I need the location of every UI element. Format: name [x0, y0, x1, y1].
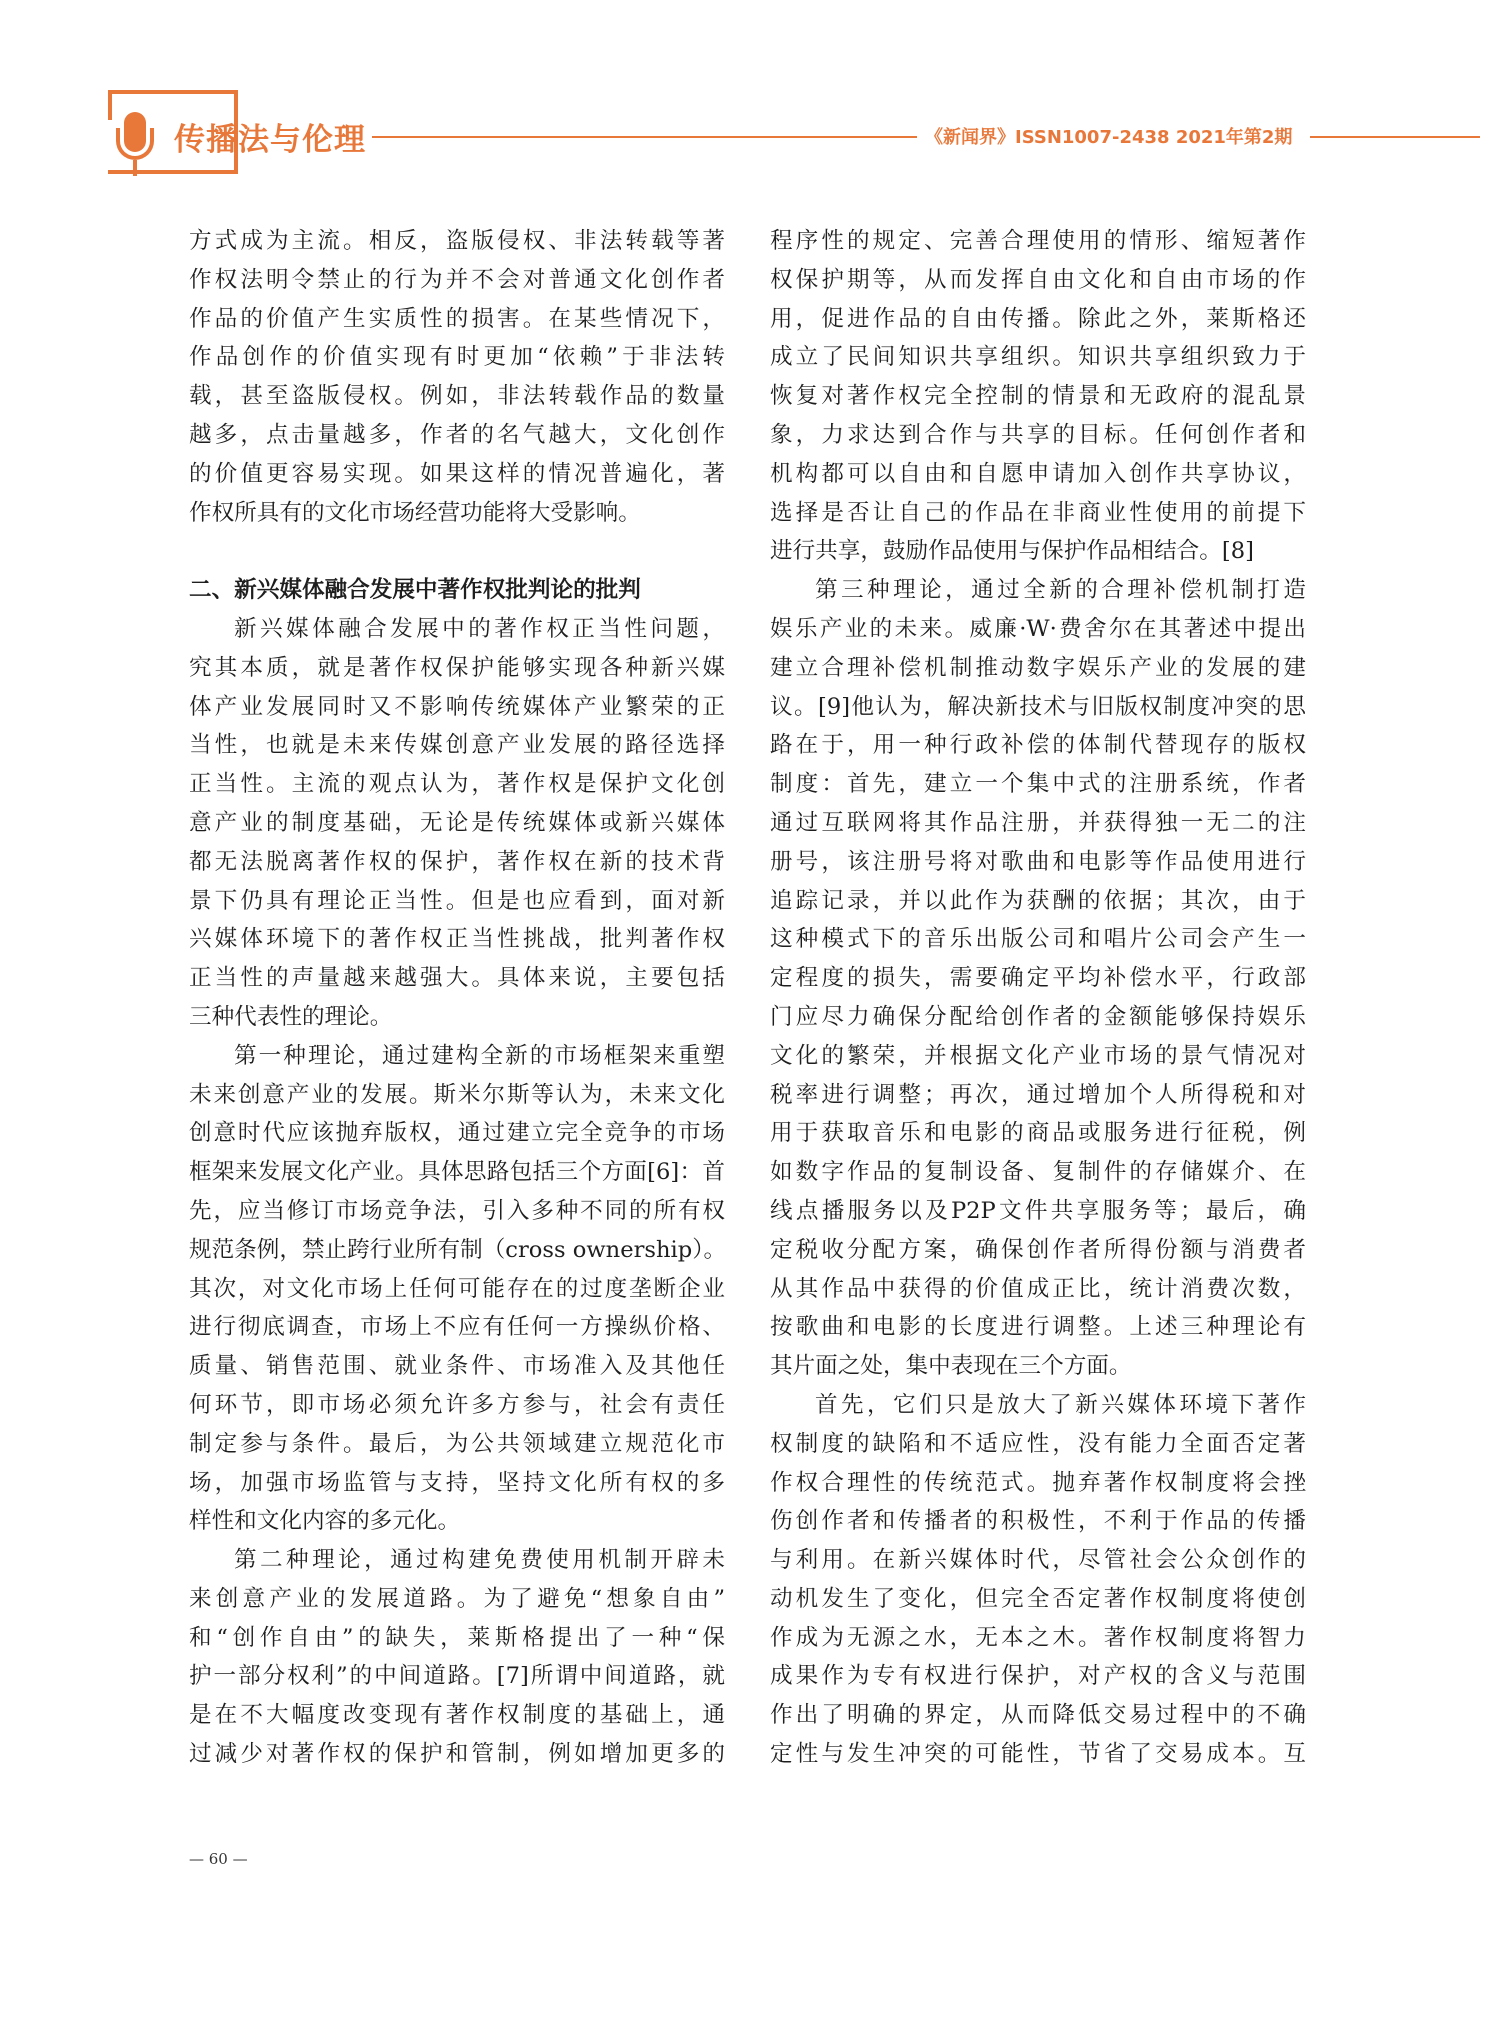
- text-line: 究其本质，就是著作权保护能够实现各种新兴媒: [189, 654, 725, 681]
- text-line: 意产业的制度基础，无论是传统媒体或新兴媒体: [189, 809, 725, 836]
- right-column: [770, 222, 1306, 1774]
- text-line: 作权法明令禁止的行为并不会对普通文化创作者: [189, 266, 725, 293]
- paragraph-gap: [189, 532, 725, 571]
- text-line: 首先，它们只是放大了新兴媒体环境下著作: [815, 1391, 1306, 1418]
- text-line: 兴媒体环境下的著作权正当性挑战，批判著作权: [189, 926, 725, 953]
- text-line: 税率进行调整；再次，通过增加个人所得税和对: [770, 1081, 1306, 1108]
- text-line: 正当性。主流的观点认为，著作权是保护文化创: [189, 771, 725, 798]
- text-line: 当性，也就是未来传媒创意产业发展的路径选择: [189, 732, 725, 759]
- text-line: 议。[9]他认为，解决新技术与旧版权制度冲突的思: [770, 693, 1306, 720]
- text-line: 第一种理论，通过建构全新的市场框架来重塑: [234, 1042, 725, 1069]
- text-line: 先，应当修订市场竞争法，引入多种不同的所有权: [189, 1197, 725, 1224]
- left-column: [189, 222, 725, 1774]
- section-heading: 二、新兴媒体融合发展中著作权批判论的批判: [189, 577, 641, 604]
- text-line: 未来创意产业的发展。斯米尔斯等认为，未来文化: [189, 1081, 725, 1108]
- text-line: 恢复对著作权完全控制的情景和无政府的混乱景: [770, 383, 1306, 410]
- text-line: 权保护期等，从而发挥自由文化和自由市场的作: [770, 266, 1306, 293]
- text-line: 第三种理论，通过全新的合理补偿机制打造: [815, 577, 1306, 604]
- text-line: 制定参与条件。最后，为公共领域建立规范化市: [189, 1430, 725, 1457]
- text-line: 与利用。在新兴媒体时代，尽管社会公众创作的: [770, 1547, 1306, 1574]
- text-line: 何环节，即市场必须允许多方参与，社会有责任: [189, 1391, 725, 1418]
- text-line: 机构都可以自由和自愿申请加入创作共享协议，: [770, 460, 1306, 487]
- text-line: 载，甚至盗版侵权。例如，非法转载作品的数量: [189, 383, 725, 410]
- text-line: 建立合理补偿机制推动数字娱乐产业的发展的建: [770, 654, 1306, 681]
- text-line: 伤创作者和传播者的积极性，不利于作品的传播: [770, 1508, 1306, 1535]
- text-line: 如数字作品的复制设备、复制件的存储媒介、在: [770, 1159, 1306, 1186]
- text-line: 通过互联网将其作品注册，并获得独一无二的注: [770, 809, 1306, 836]
- text-line: 创意时代应该抛弃版权，通过建立完全竞争的市场: [189, 1120, 725, 1147]
- header-rule-left: [372, 136, 917, 138]
- text-line: 作权合理性的传统范式。抛弃著作权制度将会挫: [770, 1469, 1306, 1496]
- text-line: 其片面之处，集中表现在三个方面。: [770, 1353, 1132, 1380]
- text-line: 的价值更容易实现。如果这样的情况普遍化，著: [189, 460, 725, 487]
- text-line: 成果作为专有权进行保护，对产权的含义与范围: [770, 1663, 1306, 1690]
- text-line: 进行共享，鼓励作品使用与保护作品相结合。[8]: [770, 538, 1254, 565]
- text-line: 按歌曲和电影的长度进行调整。上述三种理论有: [770, 1314, 1306, 1341]
- text-line: 进行彻底调查，市场上不应有任何一方操纵价格、: [189, 1314, 725, 1341]
- text-line: 样性和文化内容的多元化。: [189, 1508, 461, 1535]
- text-line: 作品创作的价值实现有时更加“依赖”于非法转: [189, 344, 725, 371]
- text-line: 都无法脱离著作权的保护，著作权在新的技术背: [189, 848, 725, 875]
- text-line: 定性与发生冲突的可能性，节省了交易成本。互: [770, 1741, 1306, 1768]
- text-line: 路在于，用一种行政补偿的体制代替现存的版权: [770, 732, 1306, 759]
- text-line: 方式成为主流。相反，盗版侵权、非法转载等著: [189, 228, 725, 254]
- text-line: 过减少对著作权的保护和管制，例如增加更多的: [189, 1741, 725, 1768]
- text-line: 线点播服务以及P2P文件共享服务等；最后，确: [770, 1197, 1306, 1224]
- text-line: 选择是否让自己的作品在非商业性使用的前提下: [770, 499, 1306, 526]
- page-number: — 60 —: [189, 1850, 248, 1868]
- text-line: 三种代表性的理论。: [189, 1003, 393, 1030]
- text-line: 成立了民间知识共享组织。知识共享组织致力于: [770, 344, 1306, 371]
- text-line: 是在不大幅度改变现有著作权制度的基础上，通: [189, 1702, 725, 1729]
- text-line: 体产业发展同时又不影响传统媒体产业繁荣的正: [189, 693, 725, 720]
- text-line: 新兴媒体融合发展中的著作权正当性问题，: [234, 615, 725, 642]
- text-line: 其次，对文化市场上任何可能存在的过度垄断企业: [189, 1275, 725, 1302]
- text-line: 作品的价值产生实质性的损害。在某些情况下，: [189, 305, 725, 332]
- text-line: 越多，点击量越多，作者的名气越大，文化创作: [189, 421, 725, 448]
- text-line: 质量、销售范围、就业条件、市场准入及其他任: [189, 1353, 725, 1380]
- text-line: 定税收分配方案，确保创作者所得份额与消费者: [770, 1236, 1306, 1263]
- header-rule-right: [1310, 136, 1480, 138]
- text-line: 追踪记录，并以此作为获酬的依据；其次，由于: [770, 887, 1306, 914]
- text-line: 娱乐产业的未来。威廉·W·费舍尔在其著述中提出: [770, 615, 1306, 642]
- text-line: 用，促进作品的自由传播。除此之外，莱斯格还: [770, 305, 1306, 332]
- text-line: 正当性的声量越来越强大。具体来说，主要包括: [189, 965, 725, 992]
- text-line: 和“创作自由”的缺失，莱斯格提出了一种“保: [189, 1624, 725, 1651]
- text-line: 护一部分权利”的中间道路。[7]所谓中间道路，就: [189, 1663, 725, 1690]
- text-line: 用于获取音乐和电影的商品或服务进行征税，例: [770, 1120, 1306, 1147]
- section-title: 传播法与伦理: [174, 122, 366, 158]
- text-line: 来创意产业的发展道路。为了避免“想象自由”: [189, 1585, 725, 1612]
- text-line: 象，力求达到合作与共享的目标。任何创作者和: [770, 421, 1306, 448]
- text-line: 第二种理论，通过构建免费使用机制开辟未: [234, 1547, 725, 1574]
- text-line: 门应尽力确保分配给创作者的金额能够保持娱乐: [770, 1003, 1306, 1030]
- text-line: 作权所具有的文化市场经营功能将大受影响。: [189, 499, 641, 526]
- text-line: 框架来发展文化产业。具体思路包括三个方面[6]：首: [189, 1159, 725, 1186]
- text-line: 程序性的规定、完善合理使用的情形、缩短著作: [770, 228, 1306, 254]
- journal-info: 《新闻界》ISSN1007-2438 2021年第2期: [925, 127, 1293, 148]
- text-line: 权制度的缺陷和不适应性，没有能力全面否定著: [770, 1430, 1306, 1457]
- text-line: 动机发生了变化，但完全否定著作权制度将使创: [770, 1585, 1306, 1612]
- text-line: 作成为无源之水，无本之木。著作权制度将智力: [770, 1624, 1306, 1651]
- text-line: 从其作品中获得的价值成正比，统计消费次数，: [770, 1275, 1306, 1302]
- text-line: 制度：首先，建立一个集中式的注册系统，作者: [770, 771, 1306, 798]
- text-line: 作出了明确的界定，从而降低交易过程中的不确: [770, 1702, 1306, 1729]
- text-line: 文化的繁荣，并根据文化产业市场的景气情况对: [770, 1042, 1306, 1069]
- text-line: 册号，该注册号将对歌曲和电影等作品使用进行: [770, 848, 1306, 875]
- text-line: 景下仍具有理论正当性。但是也应看到，面对新: [189, 887, 725, 914]
- text-line: 场，加强市场监管与支持，坚持文化所有权的多: [189, 1469, 725, 1496]
- text-line: 规范条例，禁止跨行业所有制（cross ownership）。: [189, 1236, 727, 1263]
- text-line: 这种模式下的音乐出版公司和唱片公司会产生一: [770, 926, 1306, 953]
- text-line: 定程度的损失，需要确定平均补偿水平，行政部: [770, 965, 1306, 992]
- microphone-base-icon: [133, 160, 137, 176]
